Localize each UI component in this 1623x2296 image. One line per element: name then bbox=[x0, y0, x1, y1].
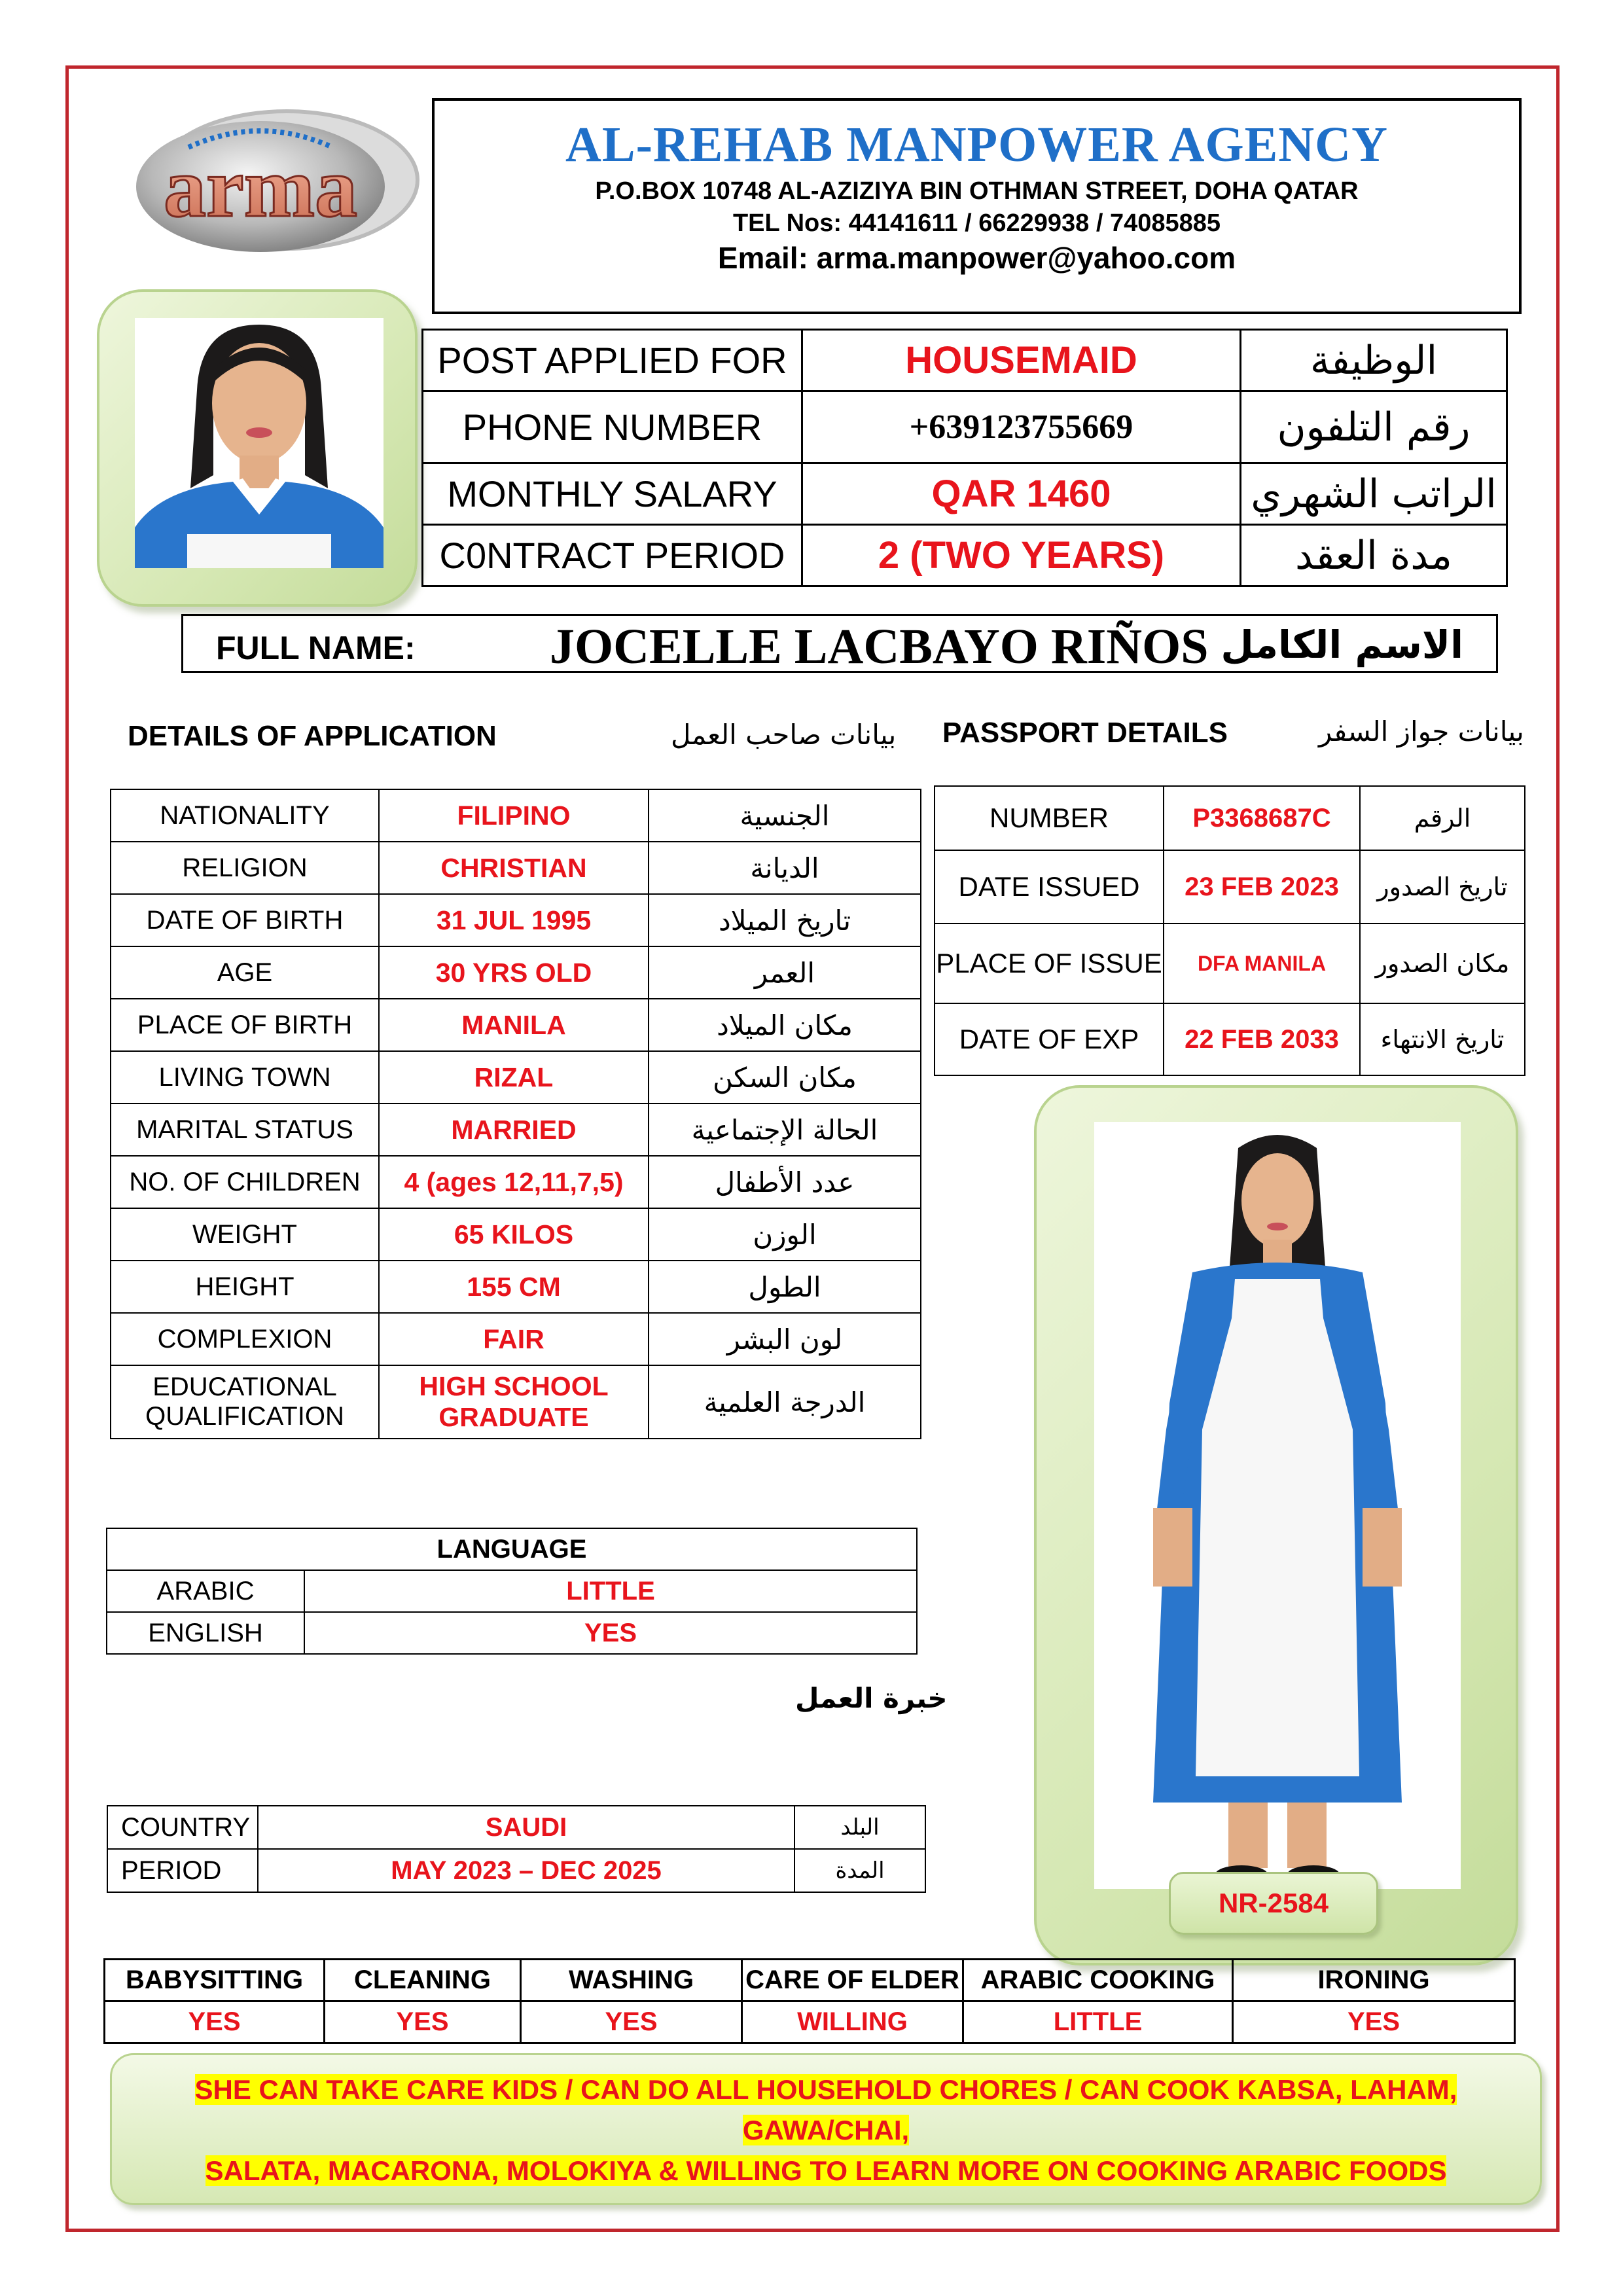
detail-label: COMPLEXION bbox=[111, 1313, 379, 1365]
passport-label: NUMBER bbox=[935, 786, 1164, 850]
logo-text: arma bbox=[164, 141, 357, 235]
table-row bbox=[107, 1849, 925, 1892]
application-heading-arabic: بيانات صاحب العمل bbox=[671, 719, 897, 751]
detail-arabic: الدرجة العلمية bbox=[649, 1365, 921, 1439]
skill-name: CARE OF ELDER bbox=[742, 1960, 963, 2001]
skill-name: CLEANING bbox=[325, 1960, 521, 2001]
remarks-line-2: SALATA, MACARONA, MOLOKIYA & WILLING TO LEARN MORE ON COOKING ARABIC FOODS bbox=[205, 2155, 1447, 2186]
remarks-box bbox=[110, 2053, 1542, 2205]
table-row bbox=[111, 1103, 921, 1156]
detail-arabic: الحالة الإجتماعية bbox=[649, 1103, 921, 1156]
contract-value: 2 (TWO YEARS) bbox=[802, 525, 1241, 586]
detail-arabic: العمر bbox=[649, 946, 921, 999]
table-row bbox=[111, 1208, 921, 1261]
skill-value: YES bbox=[105, 2001, 325, 2043]
table-row bbox=[111, 999, 921, 1051]
detail-arabic: لون البشر bbox=[649, 1313, 921, 1365]
detail-label: AGE bbox=[111, 946, 379, 999]
contract-label: C0NTRACT PERIOD bbox=[423, 525, 802, 586]
language-label: ARABIC bbox=[107, 1570, 304, 1612]
table-row bbox=[111, 789, 921, 842]
detail-label: WEIGHT bbox=[111, 1208, 379, 1261]
detail-value: 4 (ages 12,11,7,5) bbox=[379, 1156, 649, 1208]
reference-badge: NR-2584 bbox=[1169, 1872, 1378, 1935]
skill-name: ARABIC COOKING bbox=[963, 1960, 1233, 2001]
salary-value: QAR 1460 bbox=[802, 463, 1241, 525]
experience-value: SAUDI bbox=[258, 1806, 794, 1849]
table-row bbox=[111, 946, 921, 999]
passport-arabic: الرقم bbox=[1360, 786, 1525, 850]
passport-heading-arabic: بيانات جواز السفر bbox=[1319, 715, 1524, 747]
experience-arabic: البلد bbox=[794, 1806, 925, 1849]
application-heading: DETAILS OF APPLICATION bbox=[128, 720, 497, 752]
detail-value: 65 KILOS bbox=[379, 1208, 649, 1261]
detail-value: MANILA bbox=[379, 999, 649, 1051]
detail-label: NO. OF CHILDREN bbox=[111, 1156, 379, 1208]
table-row bbox=[111, 1365, 921, 1439]
full-body-photo bbox=[1094, 1122, 1461, 1889]
full-name-value: JOCELLE LACBAYO RIÑOS bbox=[550, 619, 1209, 674]
salary-arabic: الراتب الشهري bbox=[1241, 463, 1507, 525]
agency-email: Email: arma.manpower@yahoo.com bbox=[717, 241, 1236, 275]
skill-value: YES bbox=[521, 2001, 742, 2043]
table-row bbox=[111, 1261, 921, 1313]
detail-arabic: الطول bbox=[649, 1261, 921, 1313]
skill-name: BABYSITTING bbox=[105, 1960, 325, 2001]
contract-arabic: مدة العقد bbox=[1241, 525, 1507, 586]
detail-label: EDUCATIONAL QUALIFICATION bbox=[111, 1365, 379, 1439]
portrait-frame bbox=[97, 289, 418, 607]
table-row bbox=[935, 924, 1525, 1003]
passport-value: 23 FEB 2023 bbox=[1164, 850, 1360, 924]
detail-arabic: مكان السكن bbox=[649, 1051, 921, 1103]
post-table bbox=[421, 329, 1508, 587]
passport-arabic: مكان الصدور bbox=[1360, 924, 1525, 1003]
table-row bbox=[111, 1313, 921, 1365]
detail-arabic: الوزن bbox=[649, 1208, 921, 1261]
detail-arabic: تاريخ الميلاد bbox=[649, 894, 921, 946]
table-row bbox=[111, 842, 921, 894]
table-row bbox=[935, 1003, 1525, 1075]
phone-row bbox=[423, 391, 1507, 463]
skill-value: LITTLE bbox=[963, 2001, 1233, 2043]
experience-arabic: المدة bbox=[794, 1849, 925, 1892]
experience-label: COUNTRY bbox=[107, 1806, 258, 1849]
skill-name: WASHING bbox=[521, 1960, 742, 2001]
detail-arabic: الديانة bbox=[649, 842, 921, 894]
detail-value: FAIR bbox=[379, 1313, 649, 1365]
detail-label: RELIGION bbox=[111, 842, 379, 894]
skill-value: YES bbox=[325, 2001, 521, 2043]
details-table bbox=[110, 789, 921, 1439]
phone-label: PHONE NUMBER bbox=[423, 391, 802, 463]
detail-label: NATIONALITY bbox=[111, 789, 379, 842]
post-label: POST APPLIED FOR bbox=[423, 330, 802, 391]
detail-label: PLACE OF BIRTH bbox=[111, 999, 379, 1051]
detail-value: MARRIED bbox=[379, 1103, 649, 1156]
passport-value: P3368687C bbox=[1164, 786, 1360, 850]
detail-label: DATE OF BIRTH bbox=[111, 894, 379, 946]
language-table bbox=[106, 1528, 918, 1655]
remarks-line-1: SHE CAN TAKE CARE KIDS / CAN DO ALL HOUSEHOLD CHORES / CAN COOK KABSA, LAHAM, GAWA/CHAI, bbox=[194, 2074, 1457, 2145]
detail-value: 31 JUL 1995 bbox=[379, 894, 649, 946]
detail-value: FILIPINO bbox=[379, 789, 649, 842]
skills-value-row bbox=[105, 2001, 1515, 2043]
salary-row bbox=[423, 463, 1507, 525]
detail-value: CHRISTIAN bbox=[379, 842, 649, 894]
skill-value: WILLING bbox=[742, 2001, 963, 2043]
passport-heading: PASSPORT DETAILS bbox=[942, 717, 1228, 749]
passport-label: PLACE OF ISSUE bbox=[935, 924, 1164, 1003]
detail-value: 30 YRS OLD bbox=[379, 946, 649, 999]
language-value: YES bbox=[304, 1612, 917, 1654]
table-row bbox=[111, 894, 921, 946]
table-row bbox=[107, 1612, 917, 1654]
skill-name: IRONING bbox=[1233, 1960, 1515, 2001]
full-name-label: FULL NAME: bbox=[216, 630, 416, 666]
detail-value: RIZAL bbox=[379, 1051, 649, 1103]
experience-value: MAY 2023 – DEC 2025 bbox=[258, 1849, 794, 1892]
full-name-box bbox=[181, 614, 1498, 673]
contract-row bbox=[423, 525, 1507, 586]
portrait-photo bbox=[135, 318, 383, 568]
agency-phones: TEL Nos: 44141611 / 66229938 / 74085885 bbox=[732, 209, 1221, 237]
passport-value: DFA MANILA bbox=[1164, 924, 1360, 1003]
language-value: LITTLE bbox=[304, 1570, 917, 1612]
agency-address: P.O.BOX 10748 AL-AZIZIYA BIN OTHMAN STREET, DOHA QATAR bbox=[595, 177, 1359, 205]
detail-arabic: الجنسية bbox=[649, 789, 921, 842]
experience-heading-arabic: خبرة العمل bbox=[795, 1682, 948, 1714]
table-row bbox=[107, 1570, 917, 1612]
post-row bbox=[423, 330, 1507, 391]
salary-label: MONTHLY SALARY bbox=[423, 463, 802, 525]
skills-table bbox=[103, 1958, 1516, 2044]
skill-value: YES bbox=[1233, 2001, 1515, 2043]
detail-label: LIVING TOWN bbox=[111, 1051, 379, 1103]
passport-arabic: تاريخ الصدور bbox=[1360, 850, 1525, 924]
passport-label: DATE ISSUED bbox=[935, 850, 1164, 924]
table-row bbox=[107, 1528, 917, 1570]
agency-header bbox=[432, 98, 1522, 314]
experience-table bbox=[107, 1805, 926, 1893]
phone-value: +639123755669 bbox=[802, 391, 1241, 463]
table-row bbox=[935, 850, 1525, 924]
detail-arabic: عدد الأطفال bbox=[649, 1156, 921, 1208]
experience-label: PERIOD bbox=[107, 1849, 258, 1892]
detail-label: HEIGHT bbox=[111, 1261, 379, 1313]
detail-value: 155 CM bbox=[379, 1261, 649, 1313]
table-row bbox=[107, 1806, 925, 1849]
full-name-arabic: الاسم الكامل bbox=[1221, 622, 1463, 667]
post-value: HOUSEMAID bbox=[802, 330, 1241, 391]
phone-arabic: رقم التلفون bbox=[1241, 391, 1507, 463]
language-label: ENGLISH bbox=[107, 1612, 304, 1654]
passport-value: 22 FEB 2033 bbox=[1164, 1003, 1360, 1075]
agency-name: AL-REHAB MANPOWER AGENCY bbox=[565, 117, 1388, 172]
full-body-frame bbox=[1034, 1085, 1518, 1965]
table-row bbox=[935, 786, 1525, 850]
detail-value: HIGH SCHOOL GRADUATE bbox=[379, 1365, 649, 1439]
detail-arabic: مكان الميلاد bbox=[649, 999, 921, 1051]
agency-logo bbox=[116, 101, 424, 259]
passport-table bbox=[934, 785, 1525, 1076]
table-row bbox=[111, 1051, 921, 1103]
post-arabic: الوظيفة bbox=[1241, 330, 1507, 391]
passport-label: DATE OF EXP bbox=[935, 1003, 1164, 1075]
passport-arabic: تاريخ الانتهاء bbox=[1360, 1003, 1525, 1075]
detail-label: MARITAL STATUS bbox=[111, 1103, 379, 1156]
skills-header-row bbox=[105, 1960, 1515, 2001]
language-title: LANGUAGE bbox=[107, 1528, 917, 1570]
table-row bbox=[111, 1156, 921, 1208]
